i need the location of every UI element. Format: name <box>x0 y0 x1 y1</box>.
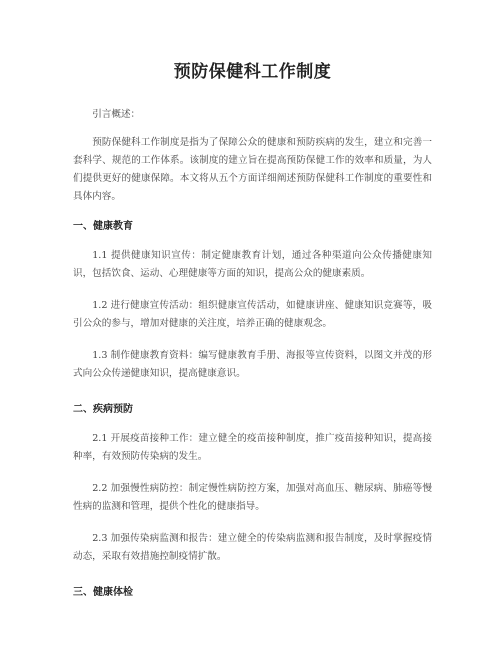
intro-paragraph: 预防保健科工作制度是指为了保障公众的健康和预防疾病的发生，建立和完善一套科学、规范的工作体系。该制度的建立旨在提高预防保健工作的效率和质量，为人们提供更好的健康保障。本文将从五个方面详细阐述预防保健科工作制度的重要性和具体内容。 <box>73 137 432 202</box>
section-1-paragraph-3: 1.3 制作健康教育资料：编写健康教育手册、海报等宣传资料，以图文并茂的形式向公众传递健康知识，提高健康意识。 <box>73 350 432 379</box>
document-title: 预防保健科工作制度 <box>173 62 332 82</box>
section-2-paragraph-2: 2.2 加强慢性病防控：制定慢性病防控方案，加强对高血压、糖尿病、肺癌等慢性病的监测和管理，提供个性化的健康指导。 <box>73 483 432 512</box>
section-2-paragraph-1: 2.1 开展疫苗接种工作：建立健全的疫苗接种制度，推广疫苗接种知识，提高接种率，有效预防传染病的发生。 <box>73 433 432 462</box>
section-heading-health-checkup: 三、健康体检 <box>73 587 133 598</box>
intro-label: 引言概述： <box>92 109 141 120</box>
section-2-paragraph-3: 2.3 加强传染病监测和报告：建立健全的传染病监测和报告制度，及时掌握疫情动态，采取有效措施控制疫情扩散。 <box>73 533 432 562</box>
section-heading-disease-prevention: 二、疾病预防 <box>73 404 133 415</box>
section-1-paragraph-2: 1.2 进行健康宣传活动：组织健康宣传活动，如健康讲座、健康知识竞赛等，吸引公众的参与，增加对健康的关注度，培养正确的健康观念。 <box>73 300 432 329</box>
section-1-paragraph-1: 1.1 提供健康知识宣传：制定健康教育计划，通过各种渠道向公众传播健康知识，包括饮食、运动、心理健康等方面的知识，提高公众的健康素质。 <box>73 250 432 279</box>
section-heading-health-education: 一、健康教育 <box>73 221 133 232</box>
